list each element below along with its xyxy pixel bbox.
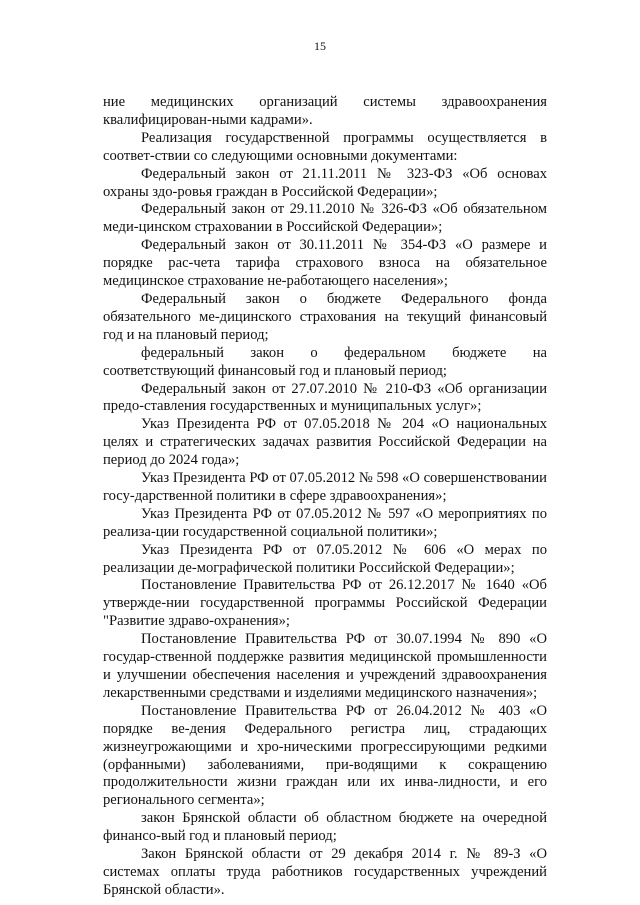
paragraph: Указ Президента РФ от 07.05.2018 № 204 «О национальных целях и стратегических задачах развития Российской Федерации на период до 2024 года»; — [103, 416, 547, 469]
paragraph: ние медицинских организаций системы здравоохранения квалифицирован-ными кадрами». — [103, 94, 547, 128]
paragraph: Постановление Правительства РФ от 26.12.2017 № 1640 «Об утвержде-нии государственной программы Российской Федерации "Развитие здраво-охранения»; — [103, 577, 547, 630]
paragraph: Закон Брянской области от 29 декабря 2014 г. № 89-З «О системах оплаты труда работников государственных учреждений Брянской области». — [103, 846, 547, 898]
paragraph: Постановление Правительства РФ от 30.07.1994 № 890 «О государ-ственной поддержке развития медицинской промышленности и улучшении обеспечения населения и учреждений здравоохранения лекарственными средствами и изделиями медицинского назначения»; — [103, 631, 547, 701]
document-body — [103, 94, 547, 900]
paragraph: Федеральный закон от 29.11.2010 № 326-ФЗ «Об обязательном меди-цинском страховании в Российской Федерации»; — [103, 201, 547, 236]
paragraph: Федеральный закон о бюджете Федерального фонда обязательного ме-дицинского страхования на текущий финансовый год и на плановый период; — [103, 290, 547, 343]
paragraph: Указ Президента РФ от 07.05.2012 № 598 «О совершенствовании госу-дарственной политики в сфере здравоохранения»; — [103, 470, 547, 504]
paragraph: Федеральный закон от 21.11.2011 № 323-ФЗ «Об основах охраны здо-ровья граждан в Российской Федерации»; — [103, 165, 547, 200]
paragraph: Постановление Правительства РФ от 26.04.2012 № 403 «О порядке ве-дения Федерального регистра лиц, страдающих жизнеугрожающими и хро-ническими прогрессирующими редкими (орфанными) заболеваниями, при-водящими к сокращению продолжительности жизни граждан или их инва-лидности, и его регионального сегмента»; — [103, 702, 547, 809]
paragraph: Федеральный закон от 30.11.2011 № 354-ФЗ «О размере и порядке рас-чета тарифа страхового взноса на обязательное медицинское страхование не-работающего населения»; — [103, 237, 547, 290]
paragraph: федеральный закон о федеральном бюджете на соответствующий финансовый год и плановый период; — [103, 344, 547, 379]
paragraph: Федеральный закон от 27.07.2010 № 210-ФЗ «Об организации предо-ставления государственных и муниципальных услуг»; — [103, 380, 547, 415]
paragraph: Указ Президента РФ от 07.05.2012 № 597 «О мероприятиях по реализа-ции государственной социальной политики»; — [103, 505, 547, 540]
paragraph: Указ Президента РФ от 07.05.2012 № 606 «О мерах по реализации де-мографической политики Российской Федерации»; — [103, 541, 547, 576]
page-number: 15 — [314, 39, 326, 53]
paragraph: Реализация государственной программы осуществляется в соответ-ствии со следующими основными документами: — [103, 129, 547, 164]
paragraph: закон Брянской области об областном бюджете на очередной финансо-вый год и плановый период; — [103, 810, 547, 845]
